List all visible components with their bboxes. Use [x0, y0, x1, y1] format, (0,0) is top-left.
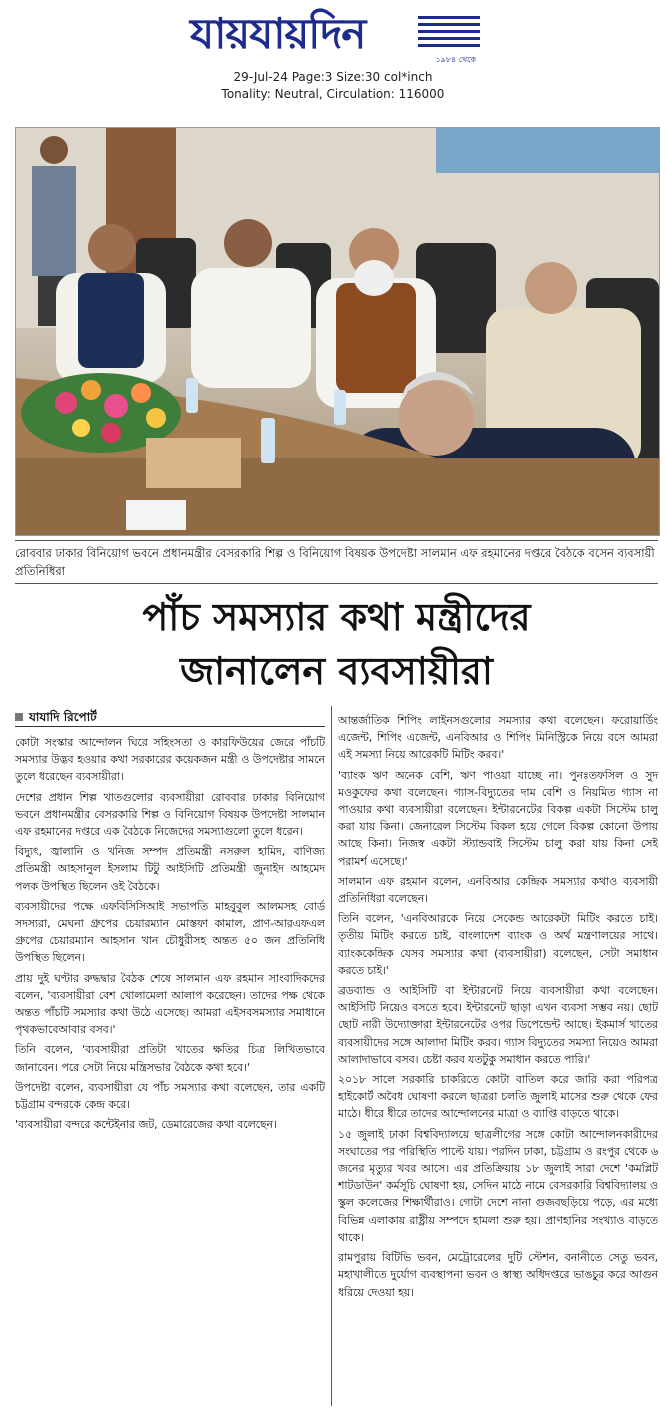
clip-meta-circulation: Tonality: Neutral, Circulation: 116000 [221, 87, 445, 101]
meeting-photo-illustration [16, 128, 659, 535]
paragraph: ব্যবসায়ীদের পক্ষে এফবিসিসিআই সভাপতি মাহবুবুল আলমসহ বোর্ড সদস্যরা, মেঘনা গ্রুপের চেয়ারম্যান মোস্তফা কামাল, প্রাণ-আরএফএল গ্রুপের চেয়ারম্যান আহসান খান চৌধুরীসহ অন্তত ৫০ জন প্রতিনিধি উপস্থিত ছিলেন। [15, 899, 325, 965]
paragraph: তিনি বলেন, 'এনবিআরকে নিয়ে সেকেন্ড আরেকটা মিটিং করতে চাই। তৃতীয় মিটিং করতে চাই, বাংলাদেশ ব্যাংক ও অর্থ মন্ত্রণালয়ের সাথে। ব্যাংককেন্দ্রিক যেসব সমস্যার কথা (ব্যবসায়ীরা) বলেছেন, সেটা সমাধান করতে চাই।' [338, 912, 658, 977]
headline [15, 590, 658, 698]
meeting-photo [15, 127, 660, 536]
headline-line2: জানালেন ব্যবসায়ীরা [180, 649, 493, 693]
photo-caption: রোববার ঢাকার বিনিয়োগ ভবনে প্রধানমন্ত্রীর বেসরকারি শিল্প ও বিনিয়োগ বিষয়ক উপদেষ্টা সালমান এফ রহমানের দপ্তরে বৈঠকে বসেন ব্যবসায়ী প্রতিনিধিরা [15, 540, 658, 584]
paragraph: রামপুরায় বিটিভি ভবন, মেট্রোরেলের দুটি স্টেশন, বনানীতে সেতু ভবন, মহাখালীতে দুর্যোগ ব্যবস্থাপনা ভবন ও স্বাস্থ্য অধিদপ্তরে ভাঙচুর করে আগুন ধরিয়ে দেওয়া হয়। [338, 1251, 658, 1299]
column-divider [331, 706, 332, 1406]
paragraph: সালমান এফ রহমান বলেন, এনবিআর কেন্দ্রিক সমস্যার কথাও ব্যবসায়ী প্রতিনিধিরা বলেছেন। [338, 874, 658, 906]
byline-text: যাযাদি রিপোর্ট [29, 710, 97, 724]
masthead [0, 0, 666, 110]
paragraph: দেশের প্রধান শিল্প খাতগুলোর ব্যবসায়ীরা রোববার ঢাকার বিনিয়োগ ভবনে প্রধানমন্ত্রীর বেসরকারি শিল্প ও বিনিয়োগ বিষয়ক উপদেষ্টা সালমান এফ রহমানের দপ্তরে এক বৈঠকে নিজেদের সমস্যাগুলো তুলে ধরেন। [15, 790, 325, 839]
paragraph: প্রায় দুই ঘণ্টার রুদ্ধদ্বার বৈঠক শেষে সালমান এফ রহমান সাংবাদিকদের বলেন, 'ব্যবসায়ীরা বেশ খোলামেলা আলাপ করেছেন। তাদের পক্ষ থেকে অন্তত পাঁচটি সমস্যার কথা উঠে এসেছে। আমরা এইসবসমস্যার সমাধানে পৃথকভাবেআবার বসব।' [15, 971, 325, 1037]
paragraph: উপদেষ্টা বলেন, ব্যবসায়ীরা যে পাঁচ সমস্যার কথা বলেছেন, তার একটি চট্টগ্রাম বন্দরকে কেন্দ্র করে। [15, 1080, 325, 1112]
logo-text: যায়যায়দিন [190, 9, 366, 58]
paragraph: আন্তর্জাতিক শিপিং লাইনসগুলোর সমস্যার কথা বলেছেন। ফরোয়ার্ডিং এজেন্ট, শিপিং এজেন্ট, এনবিআর ও শিপিং মিনিস্ট্রিকে নিয়ে বসে আমরা এই সমস্যা নিয়ে আরেকটি মিটিং করব।' [338, 714, 658, 762]
article-column-2 [338, 712, 658, 1412]
headline-line1: পাঁচ সমস্যার কথা মন্ত্রীদের [142, 595, 531, 639]
paragraph: 'ব্যবসায়ীরা বন্দরে কন্টেইনার জট, ডেমারেজের কথা বলেছেন। [15, 1118, 277, 1132]
paragraph: ১৫ জুলাই ঢাকা বিশ্ববিদ্যালয়ে ছাত্রলীগের সঙ্গে কোটা আন্দোলনকারীদের সংঘাতের পর পরিস্থিতি পাল্টে যায়। পরদিন ঢাকা, চট্টগ্রাম ও রংপুর থেকে ৬ জনের মৃত্যুর খবর আসে। এর প্রতিক্রিয়ায় ১৮ জুলাই সারা দেশে 'কমপ্লিট শাটডাউন' কর্মসূচি ঘোষণা হয়, সেদিন মাঠে নামে বেসরকারি বিশ্ববিদ্যালয় ও স্কুল কলেজের শিক্ষার্থীরাও। গোটা দেশে নানা গুজবছড়িয়ে পড়ে, এর মধ্যে বিভিন্ন এলাকায় রাষ্ট্রীয় সম্পদে হামলা শুরু হয়। প্রাণহানির সংখ্যাও বাড়তে থাকে। [338, 1127, 658, 1244]
article-column-1 [15, 734, 325, 1294]
logo-since: ১৯৮৪ থেকে [435, 55, 476, 64]
newspaper-logo [190, 6, 480, 62]
paragraph: ২০১৮ সালে সরকারি চাকরিতে কোটা বাতিল করে জারি করা পরিপত্র হাইকোর্ট অবৈধ ঘোষণা করলে ছাত্ররা চলতি জুলাই মাসের শুরু থেকে ফের মাঠে। ধীরে ধীরে তাদের আন্দোলনের মাত্রা ও ব্যাপ্তি বাড়তে থাকে। [338, 1073, 658, 1121]
paragraph: তিনি বলেন, 'ব্যবসায়ীরা প্রতিটা খাতের ক্ষতির চিত্র লিখিতভাবে জানাবেন। পরে সেটা নিয়ে মন্ত্রিসভার বৈঠকে কথা হবে।' [15, 1043, 325, 1074]
clip-meta-date-page: 29-Jul-24 Page:3 Size:30 col*inch [233, 70, 433, 84]
bullet-square-icon [15, 713, 23, 721]
paragraph: কোটা সংস্কার আন্দোলন ঘিরে সহিংসতা ও কারফিউয়ের জেরে পাঁচটি সমস্যার উদ্ভব হওয়ার কথা সরকারের কয়েকজন মন্ত্রী ও উপদেষ্টার সামনে তুলে ধরেছেন ব্যবসায়ীরা। [15, 736, 325, 784]
byline [15, 708, 325, 727]
paragraph: 'ব্যাংক ঋণ অনেক বেশি, ঋণ পাওয়া যাচ্ছে না। পুনঃতফসিল ও সুদ মওকুফের কথা বলেছেন। গ্যাস-বিদ্যুতের দাম বেশি ও নিয়মিত গ্যাস না পাওয়ার কথা ব্যবসায়ীরা বলেছেন। ইন্টারনেটের বিকল্প একটা সিস্টেম চালু করা যায় কিনা। জেনারেল সিস্টেম বিকল হয়ে গেলে বিকল্প কোনো উপায় আছে কিনা। নিজস্ব একটা স্ট্যান্ডবাই সিস্টেম চালু করা যায় কিনা সেই পরামর্শ এসেছে।' [338, 768, 658, 868]
paragraph: ব্রডব্যান্ড ও আইসিটি বা ইন্টারনেট নিয়ে ব্যবসায়ীরা কথা বলেছেন। আইসিটি নিয়েও বসতে হবে। ইন্টারনেট ছাড়া এখন ব্যবসা সম্ভব নয়। ছোট ছোট নারী উদ্যোক্তারা ইন্টারনেটের ওপর ডিপেন্ডেন্ট আছে। ইকমার্স খাতের ব্যবসায়ীদের সঙ্গে আলাদা মিটিং করব। গ্যাস বিদ্যুতের সমস্যা নিয়েও আমরা আলাদাভাবে বসব। চেষ্টা করব যতটুকু সমাধান করতে পারি।' [338, 984, 658, 1066]
logo-stripes-icon [418, 16, 480, 54]
paragraph: বিদ্যুৎ, জ্বালানি ও খনিজ সম্পদ প্রতিমন্ত্রী নসরুল হামিদ, বাণিজ্য প্রতিমন্ত্রী আহসানুল ইসলাম টিটু আইসিটি প্রতিমন্ত্রী জুনাইদ আহমেদ পলক উপস্থিত ছিলেন ওই বৈঠকে। [15, 845, 325, 893]
